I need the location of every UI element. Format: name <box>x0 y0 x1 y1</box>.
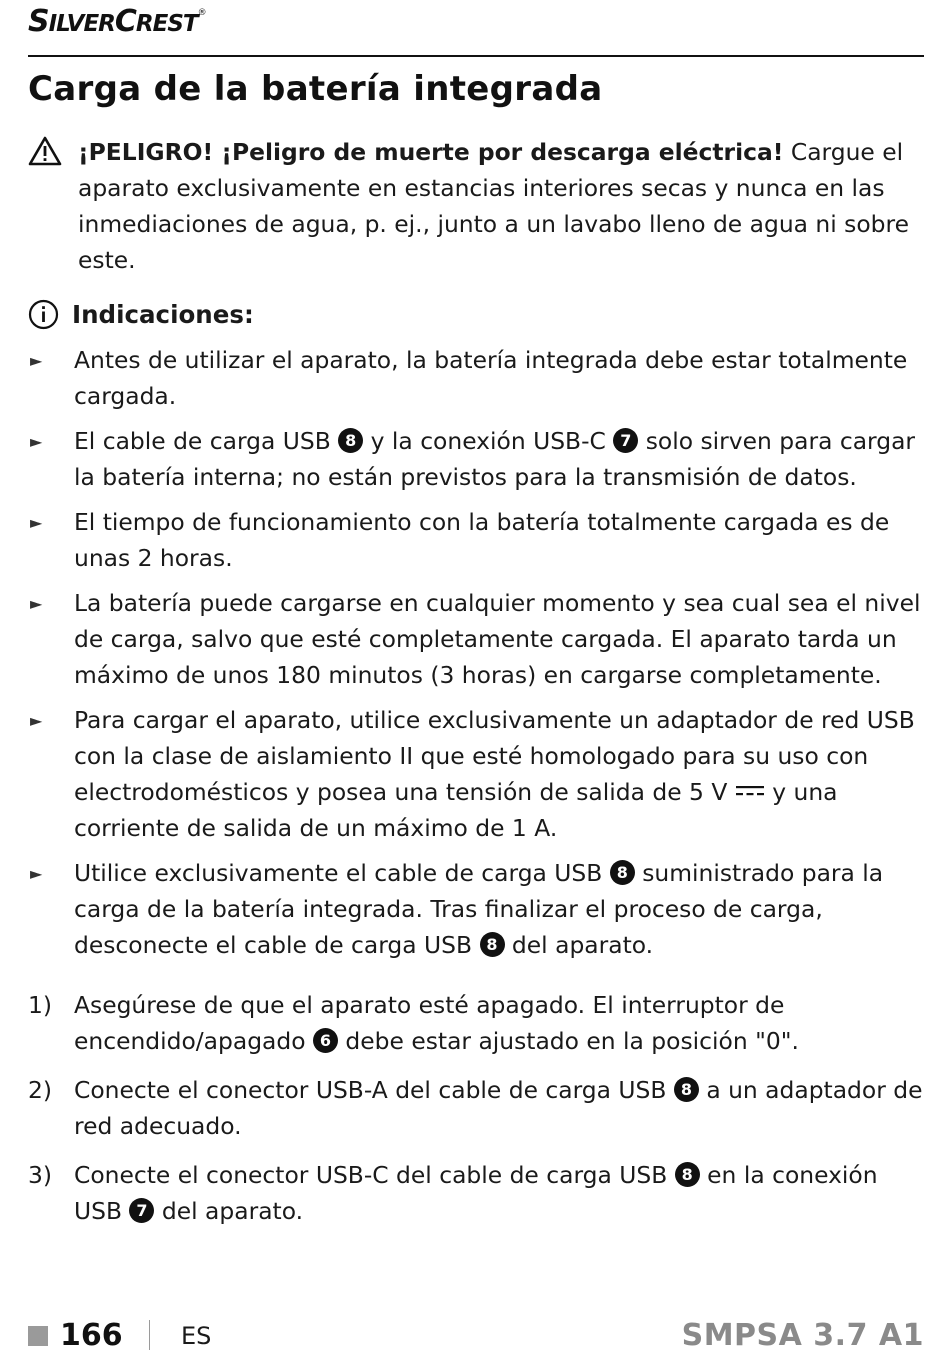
step-item: 1) Asegúrese de que el aparato esté apagado. El interruptor de encendido/apagado 6 debe estar ajustado en la posición "0". <box>28 987 924 1059</box>
part-number-badge: 8 <box>480 932 505 957</box>
list-item: ► El cable de carga USB 8 y la conexión USB-C 7 solo sirven para cargar la batería interna; no están previstos para la transmisión de datos. <box>28 423 924 495</box>
list-item: ► La batería puede cargarse en cualquier momento y sea cual sea el nivel de carga, salvo que esté completamente cargada. El aparato tarda un máximo de unos 180 minutos (3 horas) en cargarse completamente. <box>28 585 924 693</box>
step-number: 1) <box>28 991 53 1019</box>
warning-lead: ¡PELIGRO! ¡Peligro de muerte por descarga eléctrica! <box>78 138 784 166</box>
direct-current-icon <box>735 784 765 798</box>
bullet-arrow-icon: ► <box>30 594 43 613</box>
step-number: 2) <box>28 1076 53 1104</box>
info-icon <box>28 299 59 330</box>
footer-divider <box>149 1320 150 1350</box>
step-number: 3) <box>28 1161 53 1189</box>
model-number: SMPSA 3.7 A1 <box>681 1318 924 1353</box>
part-number-badge: 7 <box>129 1198 154 1223</box>
list-item: ► Antes de utilizar el aparato, la batería integrada debe estar totalmente cargada. <box>28 342 924 414</box>
bullet-arrow-icon: ► <box>30 432 43 451</box>
bullet-arrow-icon: ► <box>30 711 43 730</box>
list-item: ► Para cargar el aparato, utilice exclusivamente un adaptador de red USB con la clase de aislamiento II que esté homologado para su uso con electrodomésticos y posea una tensión de salida de 5 V y una corriente de salida de un máximo de 1 A. <box>28 702 924 846</box>
warning-text: Cargue el aparato exclusivamente en estancias interiores secas y nunca en las inmediaciones de agua, p. ej., junto a un lavabo lleno de agua ni sobre este. <box>78 138 910 274</box>
list-item: ► Utilice exclusivamente el cable de carga USB 8 suministrado para la carga de la batería integrada. Tras finalizar el proceso de carga, desconecte el cable de carga USB 8 del aparato. <box>28 855 924 963</box>
page-footer <box>28 1318 924 1354</box>
part-number-badge: 8 <box>675 1162 700 1187</box>
part-number-badge: 7 <box>613 428 638 453</box>
brand-logo: SILVERCREST® <box>28 4 206 39</box>
danger-warning <box>28 134 924 278</box>
header-rule <box>28 55 924 57</box>
steps-list <box>28 987 924 1242</box>
notes-list <box>28 342 924 972</box>
notes-heading: Indicaciones: <box>28 297 254 333</box>
part-number-badge: 8 <box>610 860 635 885</box>
bullet-arrow-icon: ► <box>30 513 43 532</box>
list-item: ► El tiempo de funcionamiento con la batería totalmente cargada es de unas 2 horas. <box>28 504 924 576</box>
manual-page <box>28 0 924 1355</box>
step-item: 3) Conecte el conector USB-C del cable de carga USB 8 en la conexión USB 7 del aparato. <box>28 1157 924 1229</box>
part-number-badge: 8 <box>338 428 363 453</box>
page-number: 166 <box>60 1318 123 1353</box>
language-code: ES <box>181 1322 212 1350</box>
footer-marker <box>28 1326 48 1346</box>
part-number-badge: 8 <box>674 1077 699 1102</box>
part-number-badge: 6 <box>313 1028 338 1053</box>
bullet-arrow-icon: ► <box>30 864 43 883</box>
page-title: Carga de la batería integrada <box>28 69 603 109</box>
bullet-arrow-icon: ► <box>30 351 43 370</box>
step-item: 2) Conecte el conector USB-A del cable de carga USB 8 a un adaptador de red adecuado. <box>28 1072 924 1144</box>
warning-triangle-icon <box>28 136 62 166</box>
